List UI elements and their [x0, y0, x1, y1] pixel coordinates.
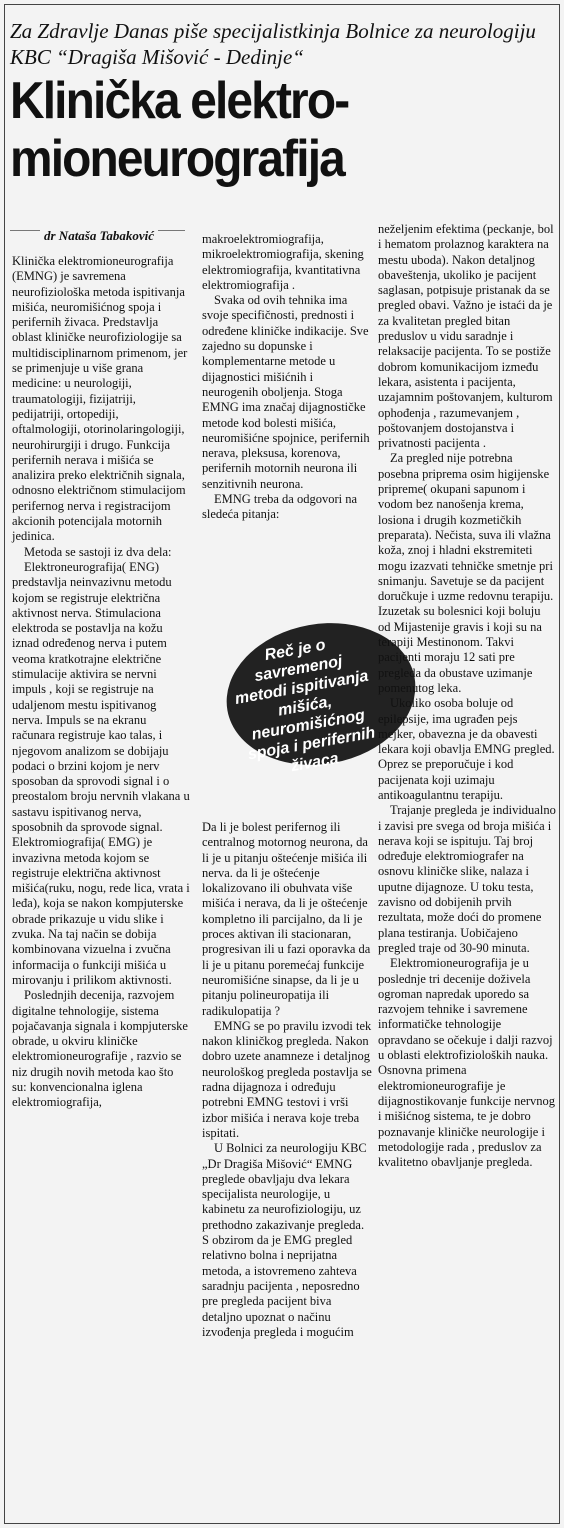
paragraph: Trajanje pregleda je individualno i zavisi pre svega od broja mišića i nerava koji se ispituju. Taj broj određuje elektromiografer na osnovu kliničke slike, nalaza i uputne dijagnoze. U toku testa, zavisno od dobijenih prvih rezultata, može doći do promene plana testiranja. Uobičajeno pregled traje od 30-90 minuta. — [378, 803, 556, 955]
paragraph: Metoda se sastoji iz dva dela: — [24, 544, 172, 559]
paragraph: Ukoliko osoba boluje od epilepsije, ima ugrađen pejs mejker, obavezna je da obavesti lekara koji obavlja EMNG pregled. Oprez se preporučuje i kod pacijenata koji uzimaju antikoagulantnu terapiju. — [378, 696, 555, 802]
paragraph: U Bolnici za neurologiju KBC „Dr Dragiša Mišović“ EMNG preglede obavljaju dva lekara specijalista neurologije, u kabinetu za neurofiziologiju, uz prethodno zakazivanje pregleda. S obzirom da je EMG pregled relativno bolna i neprijatna metoda, a istovremeno zahteva saradnju pacijenta , neposredno pre pregleda pacijent biva detaljno upoznat o načinu izvođenja pregleda i mogućim — [202, 1141, 367, 1339]
article-headline: Klinička elektro-mioneurografija — [10, 72, 349, 188]
column-2-bottom — [202, 820, 372, 1340]
article-kicker: Za Zdravlje Danas piše specijalistkinja Bolnice za neurologiju KBC “Dragiša Mišović - Dedinje“ — [10, 19, 536, 69]
pull-quote-text: Reč je o savremenoj metodi ispitivanja mišića, neuromišićnog spoja i perifernih živaca — [233, 636, 377, 775]
paragraph: makroelektromiografija, mikroelektromiografija, skening elektromiografija, kvantitativna elektromiografija . — [202, 232, 364, 292]
paragraph: Klinička elektromioneurografija (EMNG) je savremena neurofiziološka metoda ispitivanja mišića, neuromišićnog spoja i perifernih živaca. Predstavlja oblast kliničke neurofiziologije sa multidisciplinarnom primenom, jer se primenjuje u više grana medicine: u neurologiji, traumatologiji, fizijatriji, pedijatriji, ortopediji, oftalmologiji, otorinolaringologiji, neurohirurgiji i drugo. Funkcija perifernih nerava i mišića se analizira preko električnih signala, odnosno električnom stimulacijom perifernog nerva i registracijom akcionih potencijala motornih jedinica. — [12, 254, 188, 544]
paragraph: Elektroneurografija( ENG) predstavlja neinvazivnu metodu kojom se registruje električna aktivnost nerva. Stimulaciona elektroda se postavlja na kožu iznad određenog nerva i putem veoma kratkotrajne električne stimulacije aktivira se nervni impuls , koji se registruje na udaljenom mestu ispitivanog nerva. Impuls se na ekranu računara registruje kao talas, i njegovom analizom se dobijaju podaci o brzini kojom je nerv sposoban da sprovodi signal i o preostalom broju nervnih vlakana u sastavu ispitivanog nerva, sposobnih da sprovode signal. — [12, 559, 190, 834]
column-3 — [378, 222, 556, 1170]
column-1 — [12, 254, 190, 1111]
pull-quote — [206, 594, 377, 818]
paragraph: EMNG treba da odgovori na sledeća pitanja: — [202, 492, 358, 522]
paragraph: Elektromiografija( EMG) je invazivna metoda kojom se registruje električna aktivnost mišića(ruku, nogu, rede lica, vrata i leđa), koja se nakon kompjuterske obrade prikazuje u vidu slike i zvuka. Na taj način se dobija kombinovana vizuelna i zvučna informacija o funkciji mišića u mirovanju i prilikom aktivnosti. — [12, 835, 190, 987]
paragraph: Elektromioneurografija je u poslednje tri decenije doživela ogroman napredak uporedo sa razvojem tehnike i savremene informatičke tehnologije opravdano se očekuje i dalji razvoj u oblasti elektrofizioloških nauka. Osnovna primena elektromioneurografije je dijagnostikovanje funkcije nervnog i mišićnog sistema, te je dobro poznavanje kliničke neurologije i metodologije rada , preduslov za kvalitetno obavljanje pregleda. — [378, 956, 556, 1170]
column-2-top — [202, 232, 372, 523]
paragraph: neželjenim efektima (peckanje, bol i hematom prolaznog karaktera na mestu uboda). Nakon detaljnog obaveštenja, ukoliko je pacijent saglasan, potpisuje pristanak da se pregled obavi. Važno je istaći da je za kvalitetan pregled bitan preduslov u vidu saradnje i relaksacije pacijenta. To se postiže dobrom komunikacijom između lekara, asistenta i pacijenta, uzajamnim poštovanjem, kulturom ophođenja , razumevanjem , poštovanjem dostojanstva i privatnosti pacijenta . — [378, 222, 554, 451]
paragraph: EMNG se po pravilu izvodi tek nakon kliničkog pregleda. Nakon dobro uzete anamneze i detaljnog neurološkog pregleda postavlja se radna dijagnoza i određuju potrebni EMNG testovi i vrši izbor mišića i nerava koje treba ispitati. — [202, 1018, 372, 1140]
paragraph: Za pregled nije potrebna posebna priprema osim higijenske pripreme( okupani sapunom i vodom bez nanošenja krema, losiona i drugih kozmetičkih preparata). Nečista, suva ili vlažna koža, znoj i hladni ekstremiteti mogu izazvati tehničke smetnje pri snimanju. Savetuje se da pacijent doručkuje i uzme redovnu terapiju. Izuzetak su bolesnici koji boluju od Mijastenije gravis i koji su na terapiji Mestinonom. Takvi pacijenti moraju 12 sati pre pregleda da obustave uzimanje pomenutog leka. — [378, 451, 554, 695]
paragraph: Da li je bolest perifernog ili centralnog motornog neurona, da li je u pitanju oštećenje mišića ili nerva. da li je oštećenje lokalizovano ili obuhvata više mišića i nerava, da li je oštećenje kompletno ili parcijalno, da li je proces aktivan ili stacionaran, progresivan ili u fazi oporavka da li je u pitanu poremećaj funkcije neuromišićne sinapse, da li je u pitanju polineuropatija ili radikulopatija ? — [202, 820, 371, 1018]
paragraph: Poslednjih decenija, razvojem digitalne tehnologije, sistema pojačavanja signala i kompjuterske obrade, u okviru kliničke elektromioneurografije , razvio se niz drugih novih metoda kao što su: konvencionalna iglena elektromiografija, — [12, 988, 188, 1110]
paragraph: Svaka od ovih tehnika ima svoje specifičnosti, prednosti i određene kliničke indikacije. Sve zajedno su dopunske i komplementarne metode u dijagnostici mišićnih i neurogenih oboljenja. Stoga EMNG ima značaj dijagnostičke metode kod bolesti mišića, neuromišićne spojnice, perifernih nerava, pleksusa, korenova, perifernih motornih neurona ili senzitivnih neurona. — [202, 293, 370, 491]
article-author: dr Nataša Tabaković — [40, 228, 158, 244]
